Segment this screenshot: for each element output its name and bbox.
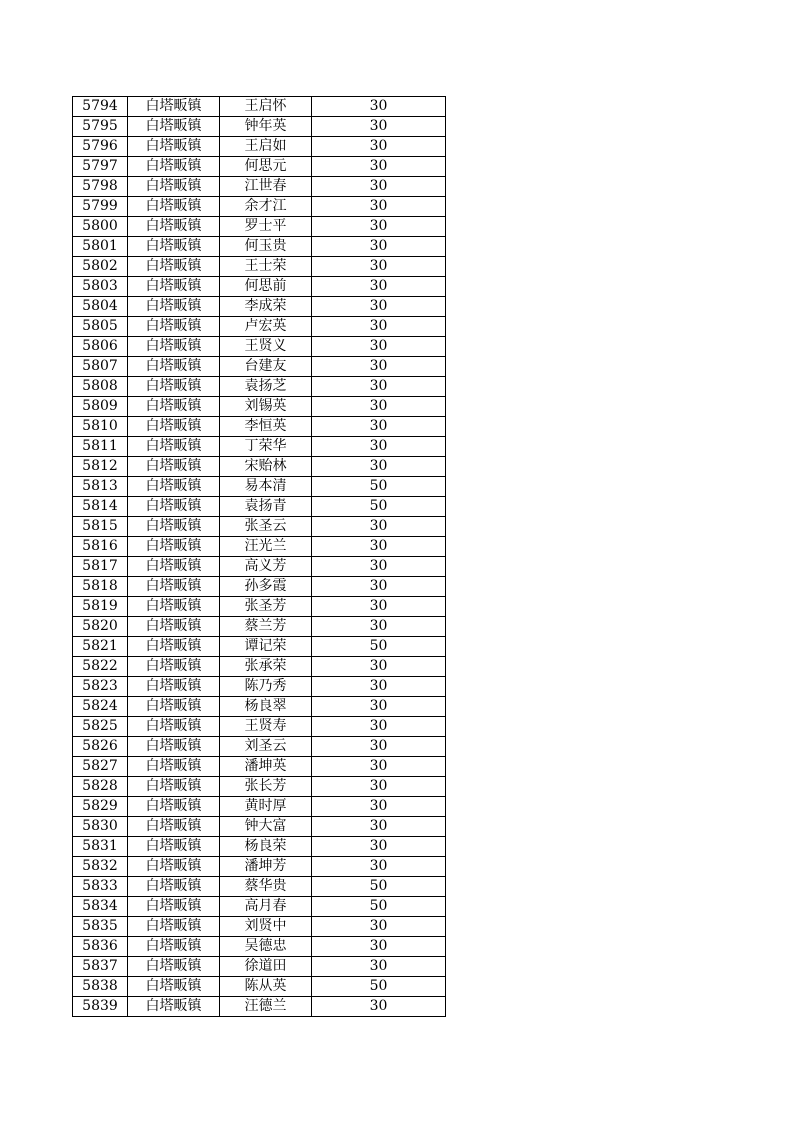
amount-cell: 30 (312, 197, 446, 217)
town-cell: 白塔畈镇 (128, 557, 220, 577)
name-cell: 袁扬芝 (220, 377, 312, 397)
town-cell: 白塔畈镇 (128, 897, 220, 917)
amount-cell: 30 (312, 137, 446, 157)
town-cell: 白塔畈镇 (128, 97, 220, 117)
town-cell: 白塔畈镇 (128, 817, 220, 837)
name-cell: 王贤义 (220, 337, 312, 357)
row-number-cell: 5837 (73, 957, 128, 977)
table-row (73, 617, 446, 637)
name-cell: 李成荣 (220, 297, 312, 317)
amount-cell: 50 (312, 977, 446, 997)
town-cell: 白塔畈镇 (128, 197, 220, 217)
table-row (73, 797, 446, 817)
row-number-cell: 5806 (73, 337, 128, 357)
town-cell: 白塔畈镇 (128, 857, 220, 877)
town-cell: 白塔畈镇 (128, 277, 220, 297)
name-cell: 何思前 (220, 277, 312, 297)
table-row (73, 637, 446, 657)
row-number-cell: 5832 (73, 857, 128, 877)
name-cell: 易本清 (220, 477, 312, 497)
amount-cell: 50 (312, 897, 446, 917)
row-number-cell: 5813 (73, 477, 128, 497)
table-row (73, 957, 446, 977)
row-number-cell: 5833 (73, 877, 128, 897)
table-row (73, 977, 446, 997)
town-cell: 白塔畈镇 (128, 597, 220, 617)
name-cell: 钟年英 (220, 117, 312, 137)
row-number-cell: 5835 (73, 917, 128, 937)
town-cell: 白塔畈镇 (128, 737, 220, 757)
amount-cell: 30 (312, 697, 446, 717)
name-cell: 张圣芳 (220, 597, 312, 617)
table-row (73, 657, 446, 677)
table-row (73, 577, 446, 597)
amount-cell: 30 (312, 377, 446, 397)
row-number-cell: 5822 (73, 657, 128, 677)
town-cell: 白塔畈镇 (128, 617, 220, 637)
table-row (73, 417, 446, 437)
name-cell: 丁荣华 (220, 437, 312, 457)
data-table (72, 96, 446, 1017)
table-row (73, 777, 446, 797)
name-cell: 王启如 (220, 137, 312, 157)
row-number-cell: 5818 (73, 577, 128, 597)
table-row (73, 517, 446, 537)
row-number-cell: 5820 (73, 617, 128, 637)
town-cell: 白塔畈镇 (128, 137, 220, 157)
row-number-cell: 5808 (73, 377, 128, 397)
table-row (73, 297, 446, 317)
row-number-cell: 5834 (73, 897, 128, 917)
row-number-cell: 5804 (73, 297, 128, 317)
town-cell: 白塔畈镇 (128, 177, 220, 197)
amount-cell: 30 (312, 657, 446, 677)
name-cell: 罗士平 (220, 217, 312, 237)
amount-cell: 30 (312, 117, 446, 137)
amount-cell: 30 (312, 957, 446, 977)
row-number-cell: 5827 (73, 757, 128, 777)
name-cell: 何思元 (220, 157, 312, 177)
table-row (73, 437, 446, 457)
town-cell: 白塔畈镇 (128, 757, 220, 777)
table-row (73, 217, 446, 237)
row-number-cell: 5831 (73, 837, 128, 857)
name-cell: 袁扬青 (220, 497, 312, 517)
name-cell: 王贤寿 (220, 717, 312, 737)
amount-cell: 30 (312, 337, 446, 357)
table-row (73, 857, 446, 877)
table-row (73, 237, 446, 257)
amount-cell: 30 (312, 797, 446, 817)
amount-cell: 30 (312, 357, 446, 377)
name-cell: 吴德忠 (220, 937, 312, 957)
town-cell: 白塔畈镇 (128, 117, 220, 137)
amount-cell: 30 (312, 517, 446, 537)
table-row (73, 697, 446, 717)
row-number-cell: 5828 (73, 777, 128, 797)
table-row (73, 897, 446, 917)
amount-cell: 50 (312, 477, 446, 497)
town-cell: 白塔畈镇 (128, 237, 220, 257)
table-row (73, 717, 446, 737)
table-row (73, 557, 446, 577)
row-number-cell: 5819 (73, 597, 128, 617)
amount-cell: 30 (312, 457, 446, 477)
table-row (73, 597, 446, 617)
town-cell: 白塔畈镇 (128, 977, 220, 997)
amount-cell: 30 (312, 817, 446, 837)
town-cell: 白塔畈镇 (128, 357, 220, 377)
amount-cell: 30 (312, 837, 446, 857)
amount-cell: 30 (312, 857, 446, 877)
amount-cell: 30 (312, 597, 446, 617)
name-cell: 台建友 (220, 357, 312, 377)
row-number-cell: 5839 (73, 997, 128, 1017)
name-cell: 陈从英 (220, 977, 312, 997)
row-number-cell: 5817 (73, 557, 128, 577)
town-cell: 白塔畈镇 (128, 877, 220, 897)
town-cell: 白塔畈镇 (128, 657, 220, 677)
name-cell: 余才江 (220, 197, 312, 217)
amount-cell: 30 (312, 97, 446, 117)
row-number-cell: 5821 (73, 637, 128, 657)
name-cell: 刘圣云 (220, 737, 312, 757)
amount-cell: 30 (312, 997, 446, 1017)
row-number-cell: 5795 (73, 117, 128, 137)
row-number-cell: 5825 (73, 717, 128, 737)
amount-cell: 30 (312, 397, 446, 417)
row-number-cell: 5803 (73, 277, 128, 297)
name-cell: 王启怀 (220, 97, 312, 117)
row-number-cell: 5794 (73, 97, 128, 117)
row-number-cell: 5812 (73, 457, 128, 477)
table-row (73, 277, 446, 297)
table-row (73, 357, 446, 377)
town-cell: 白塔畈镇 (128, 397, 220, 417)
row-number-cell: 5805 (73, 317, 128, 337)
row-number-cell: 5836 (73, 937, 128, 957)
row-number-cell: 5799 (73, 197, 128, 217)
name-cell: 汪德兰 (220, 997, 312, 1017)
name-cell: 蔡兰芳 (220, 617, 312, 637)
row-number-cell: 5811 (73, 437, 128, 457)
town-cell: 白塔畈镇 (128, 437, 220, 457)
town-cell: 白塔畈镇 (128, 417, 220, 437)
name-cell: 张承荣 (220, 657, 312, 677)
row-number-cell: 5802 (73, 257, 128, 277)
table-row (73, 177, 446, 197)
town-cell: 白塔畈镇 (128, 157, 220, 177)
table-row (73, 917, 446, 937)
name-cell: 黄时厚 (220, 797, 312, 817)
table-row (73, 117, 446, 137)
row-number-cell: 5796 (73, 137, 128, 157)
amount-cell: 30 (312, 317, 446, 337)
table-row (73, 497, 446, 517)
row-number-cell: 5809 (73, 397, 128, 417)
table-row (73, 537, 446, 557)
name-cell: 江世春 (220, 177, 312, 197)
town-cell: 白塔畈镇 (128, 477, 220, 497)
town-cell: 白塔畈镇 (128, 677, 220, 697)
row-number-cell: 5815 (73, 517, 128, 537)
town-cell: 白塔畈镇 (128, 937, 220, 957)
table-row (73, 677, 446, 697)
amount-cell: 30 (312, 557, 446, 577)
town-cell: 白塔畈镇 (128, 717, 220, 737)
name-cell: 杨良荣 (220, 837, 312, 857)
town-cell: 白塔畈镇 (128, 917, 220, 937)
table-row (73, 837, 446, 857)
name-cell: 蔡华贵 (220, 877, 312, 897)
town-cell: 白塔畈镇 (128, 957, 220, 977)
town-cell: 白塔畈镇 (128, 997, 220, 1017)
amount-cell: 30 (312, 917, 446, 937)
town-cell: 白塔畈镇 (128, 457, 220, 477)
name-cell: 钟大富 (220, 817, 312, 837)
name-cell: 王士荣 (220, 257, 312, 277)
town-cell: 白塔畈镇 (128, 297, 220, 317)
table-row (73, 477, 446, 497)
town-cell: 白塔畈镇 (128, 777, 220, 797)
name-cell: 徐道田 (220, 957, 312, 977)
table-row (73, 97, 446, 117)
amount-cell: 30 (312, 237, 446, 257)
town-cell: 白塔畈镇 (128, 217, 220, 237)
name-cell: 刘贤中 (220, 917, 312, 937)
row-number-cell: 5824 (73, 697, 128, 717)
name-cell: 潘坤英 (220, 757, 312, 777)
town-cell: 白塔畈镇 (128, 837, 220, 857)
row-number-cell: 5800 (73, 217, 128, 237)
amount-cell: 30 (312, 577, 446, 597)
row-number-cell: 5816 (73, 537, 128, 557)
table-row (73, 457, 446, 477)
row-number-cell: 5814 (73, 497, 128, 517)
amount-cell: 50 (312, 877, 446, 897)
name-cell: 陈乃秀 (220, 677, 312, 697)
name-cell: 刘锡英 (220, 397, 312, 417)
amount-cell: 30 (312, 677, 446, 697)
row-number-cell: 5829 (73, 797, 128, 817)
town-cell: 白塔畈镇 (128, 537, 220, 557)
name-cell: 孙多霞 (220, 577, 312, 597)
amount-cell: 30 (312, 257, 446, 277)
table-body (73, 97, 446, 1017)
amount-cell: 30 (312, 937, 446, 957)
row-number-cell: 5838 (73, 977, 128, 997)
table-row (73, 757, 446, 777)
row-number-cell: 5801 (73, 237, 128, 257)
table-row (73, 937, 446, 957)
table-row (73, 397, 446, 417)
amount-cell: 30 (312, 757, 446, 777)
row-number-cell: 5810 (73, 417, 128, 437)
row-number-cell: 5797 (73, 157, 128, 177)
row-number-cell: 5830 (73, 817, 128, 837)
amount-cell: 30 (312, 717, 446, 737)
amount-cell: 30 (312, 617, 446, 637)
name-cell: 汪光兰 (220, 537, 312, 557)
name-cell: 高义芳 (220, 557, 312, 577)
amount-cell: 50 (312, 637, 446, 657)
name-cell: 张圣云 (220, 517, 312, 537)
row-number-cell: 5807 (73, 357, 128, 377)
table-row (73, 137, 446, 157)
amount-cell: 30 (312, 417, 446, 437)
town-cell: 白塔畈镇 (128, 257, 220, 277)
amount-cell: 30 (312, 437, 446, 457)
amount-cell: 30 (312, 537, 446, 557)
amount-cell: 30 (312, 177, 446, 197)
amount-cell: 30 (312, 777, 446, 797)
town-cell: 白塔畈镇 (128, 377, 220, 397)
amount-cell: 50 (312, 497, 446, 517)
row-number-cell: 5826 (73, 737, 128, 757)
name-cell: 谭记荣 (220, 637, 312, 657)
town-cell: 白塔畈镇 (128, 337, 220, 357)
name-cell: 张长芳 (220, 777, 312, 797)
town-cell: 白塔畈镇 (128, 517, 220, 537)
table-row (73, 257, 446, 277)
name-cell: 宋贻林 (220, 457, 312, 477)
town-cell: 白塔畈镇 (128, 497, 220, 517)
table-row (73, 317, 446, 337)
table-row (73, 377, 446, 397)
amount-cell: 30 (312, 277, 446, 297)
amount-cell: 30 (312, 297, 446, 317)
town-cell: 白塔畈镇 (128, 697, 220, 717)
town-cell: 白塔畈镇 (128, 637, 220, 657)
amount-cell: 30 (312, 737, 446, 757)
name-cell: 高月春 (220, 897, 312, 917)
name-cell: 李恒英 (220, 417, 312, 437)
name-cell: 何玉贵 (220, 237, 312, 257)
table-row (73, 197, 446, 217)
table-row (73, 337, 446, 357)
row-number-cell: 5823 (73, 677, 128, 697)
table-row (73, 737, 446, 757)
name-cell: 潘坤芳 (220, 857, 312, 877)
table-row (73, 877, 446, 897)
town-cell: 白塔畈镇 (128, 577, 220, 597)
amount-cell: 30 (312, 217, 446, 237)
table-row (73, 817, 446, 837)
town-cell: 白塔畈镇 (128, 317, 220, 337)
town-cell: 白塔畈镇 (128, 797, 220, 817)
table-row (73, 997, 446, 1017)
name-cell: 卢宏英 (220, 317, 312, 337)
name-cell: 杨良翠 (220, 697, 312, 717)
table-row (73, 157, 446, 177)
amount-cell: 30 (312, 157, 446, 177)
row-number-cell: 5798 (73, 177, 128, 197)
